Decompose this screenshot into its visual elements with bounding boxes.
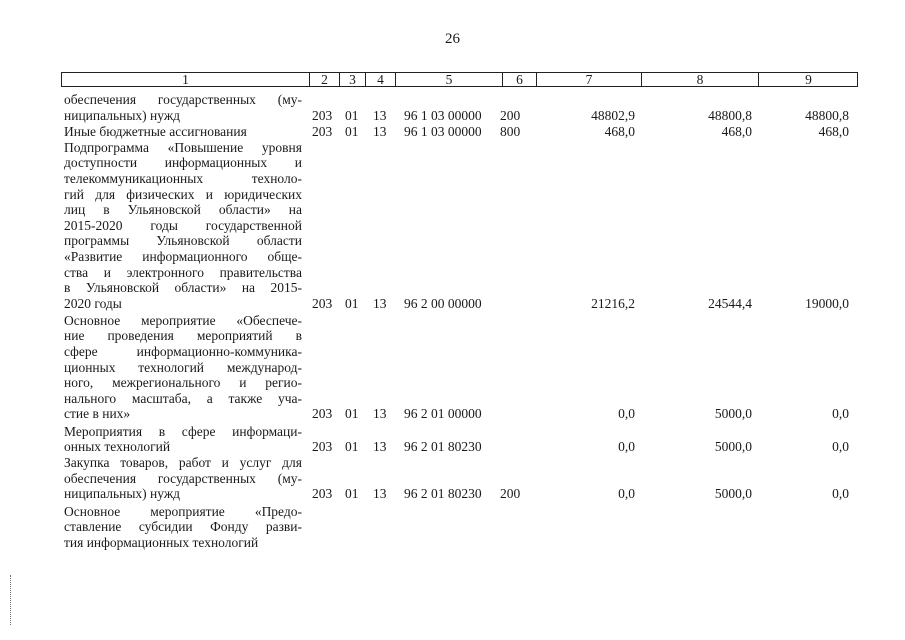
description-line: ние проведения мероприятий в xyxy=(64,328,302,344)
cell-c6: 200 xyxy=(500,107,521,123)
cell-c2: 203 xyxy=(312,295,333,311)
description-line: Подпрограмма «Повышение уровня xyxy=(64,139,302,155)
table-header xyxy=(61,72,858,87)
cell-c2: 203 xyxy=(312,406,333,422)
description-line: онных технологий xyxy=(64,439,171,455)
description-line: в Ульяновской области» на 2015- xyxy=(64,280,302,296)
description-line: обеспечения государственных (му- xyxy=(64,470,302,486)
description-line: лиц в Ульяновской области» на xyxy=(64,202,302,218)
description-line: сфере информационно-коммуника- xyxy=(64,344,302,360)
row-description xyxy=(64,140,302,312)
cell-c7: 0,0 xyxy=(618,486,635,502)
description-line: программы Ульяновской области xyxy=(64,233,302,249)
cell-c9: 468,0 xyxy=(818,123,849,139)
header-col-3: 3 xyxy=(339,73,365,86)
cell-c9: 0,0 xyxy=(832,406,849,422)
description-line: Основное мероприятие «Предо- xyxy=(64,503,302,519)
description-line: 2015-2020 годы государственной xyxy=(64,217,302,233)
description-line: «Развитие информационного обще- xyxy=(64,248,302,264)
cell-c4: 13 xyxy=(373,107,387,123)
cell-c8: 24544,4 xyxy=(708,295,752,311)
header-col-2: 2 xyxy=(309,73,339,86)
cell-c6: 800 xyxy=(500,123,521,139)
cell-c2: 203 xyxy=(312,439,333,455)
header-col-9: 9 xyxy=(758,73,858,86)
description-line: Мероприятия в сфере информаци- xyxy=(64,423,302,439)
cell-c5: 96 1 03 00000 xyxy=(404,123,482,139)
cell-c5: 96 2 01 80230 xyxy=(404,439,482,455)
cell-c7: 0,0 xyxy=(618,406,635,422)
description-line: обеспечения государственных (му- xyxy=(64,92,302,107)
row-description xyxy=(64,313,302,422)
cell-c7: 21216,2 xyxy=(591,295,635,311)
description-line: доступности информационных и xyxy=(64,155,302,171)
header-col-4: 4 xyxy=(365,73,395,86)
cell-c3: 01 xyxy=(345,123,359,139)
cell-c8: 5000,0 xyxy=(714,406,752,422)
cell-c6: 200 xyxy=(500,486,521,502)
cell-c8: 468,0 xyxy=(721,123,752,139)
description-line: Иные бюджетные ассигнования xyxy=(64,123,247,139)
description-line: ниципальных) нужд xyxy=(64,486,181,502)
cell-c8: 5000,0 xyxy=(714,439,752,455)
cell-c2: 203 xyxy=(312,123,333,139)
cell-c3: 01 xyxy=(345,439,359,455)
cell-c2: 203 xyxy=(312,486,333,502)
cell-c8: 5000,0 xyxy=(714,486,752,502)
description-line: Закупка товаров, работ и услуг для xyxy=(64,455,302,471)
page-number: 26 xyxy=(445,31,460,47)
cell-c3: 01 xyxy=(345,486,359,502)
description-line: тия информационных технологий xyxy=(64,534,259,550)
cell-c4: 13 xyxy=(373,406,387,422)
header-col-8: 8 xyxy=(641,73,758,86)
description-line: ставление субсидии Фонду разви- xyxy=(64,519,302,535)
row-description xyxy=(64,504,302,551)
row-description xyxy=(64,455,302,502)
description-line: стие в них» xyxy=(64,406,131,422)
row-description xyxy=(64,424,302,455)
cell-c4: 13 xyxy=(373,439,387,455)
description-line: ства и электронного правительства xyxy=(64,264,302,280)
description-line: Основное мероприятие «Обеспече- xyxy=(64,312,302,328)
header-col-5: 5 xyxy=(395,73,502,86)
cell-c7: 48802,9 xyxy=(591,107,635,123)
row-description xyxy=(64,92,302,123)
cell-c3: 01 xyxy=(345,406,359,422)
description-line: ниципальных) нужд xyxy=(64,107,181,123)
cell-c7: 468,0 xyxy=(604,123,635,139)
description-line: гий для физических и юридических xyxy=(64,186,302,202)
header-col-6: 6 xyxy=(502,73,536,86)
cell-c8: 48800,8 xyxy=(708,107,752,123)
cell-c4: 13 xyxy=(373,486,387,502)
cell-c5: 96 2 01 00000 xyxy=(404,406,482,422)
cell-c9: 48800,8 xyxy=(805,107,849,123)
description-line: нального масштаба, а также уча- xyxy=(64,390,302,406)
header-col-1: 1 xyxy=(182,72,189,87)
cell-c5: 96 1 03 00000 xyxy=(404,107,482,123)
description-line: ного, межрегионального и регио- xyxy=(64,375,302,391)
cell-c4: 13 xyxy=(373,295,387,311)
header-col-7: 7 xyxy=(536,73,641,86)
description-line: ционных технологий международ- xyxy=(64,359,302,375)
cell-c2: 203 xyxy=(312,107,333,123)
row-description xyxy=(64,124,302,140)
cell-c5: 96 2 00 00000 xyxy=(404,295,482,311)
description-line: 2020 годы xyxy=(64,295,122,311)
cell-c5: 96 2 01 80230 xyxy=(404,486,482,502)
description-line: телекоммуникационных техноло- xyxy=(64,170,302,186)
cell-c3: 01 xyxy=(345,295,359,311)
cell-c7: 0,0 xyxy=(618,439,635,455)
cell-c9: 0,0 xyxy=(832,439,849,455)
cell-c4: 13 xyxy=(373,123,387,139)
cell-c3: 01 xyxy=(345,107,359,123)
cell-c9: 0,0 xyxy=(832,486,849,502)
cell-c9: 19000,0 xyxy=(805,295,849,311)
margin-mark xyxy=(10,575,13,625)
